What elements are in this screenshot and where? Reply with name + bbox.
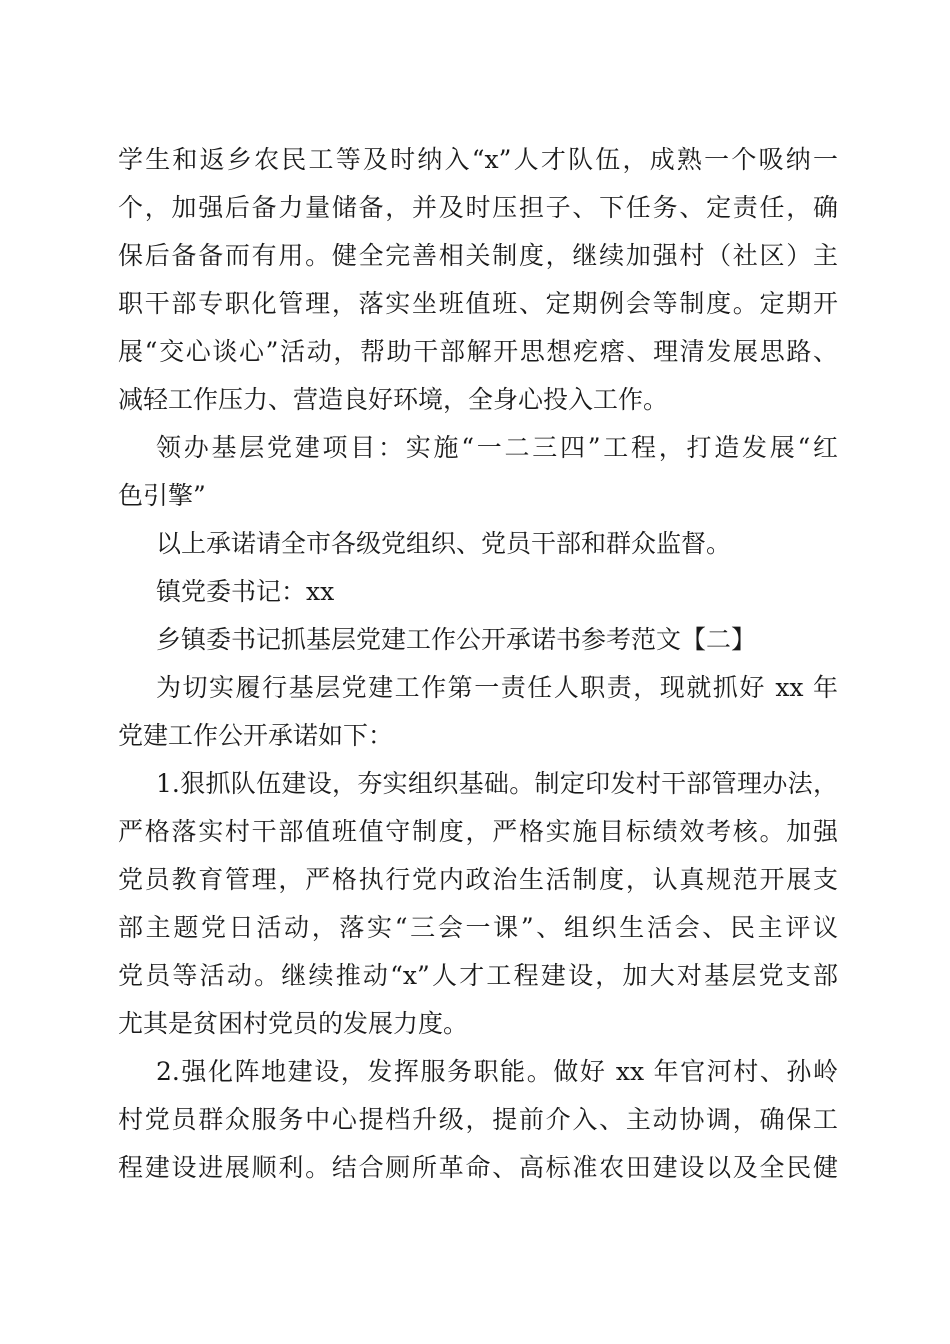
text-line: 尤其是贫困村党员的发展力度。 — [118, 1009, 469, 1038]
text-line: 程建设进展顺利。结合厕所革命、高标准农田建设以及全民健 — [118, 1153, 838, 1182]
signature-line: 镇党委书记：xx — [156, 577, 335, 606]
text-line: 保后备备而有用。健全完善相关制度，继续加强村（社区）主 — [118, 241, 838, 270]
text-line: 个，加强后备力量储备，并及时压担子、下任务、定责任，确 — [118, 193, 838, 222]
text-line: 色引擎” — [118, 481, 206, 510]
text-line: 部主题党日活动，落实“三会一课”、组织生活会、民主评议 — [118, 913, 838, 942]
text-line: 党员教育管理，严格执行党内政治生活制度，认真规范开展支 — [118, 865, 838, 894]
text-line: 严格落实村干部值班值守制度，严格实施目标绩效考核。加强 — [118, 817, 838, 846]
text-line: 2.强化阵地建设，发挥服务职能。做好 xx 年官河村、孙岭 — [156, 1057, 838, 1086]
text-line: 以上承诺请全市各级党组织、党员干部和群众监督。 — [156, 529, 732, 558]
text-line: 领办基层党建项目：实施“一二三四”工程，打造发展“红 — [156, 433, 838, 462]
document-body — [118, 136, 838, 1192]
section-heading: 乡镇委书记抓基层党建工作公开承诺书参考范文【二】 — [156, 625, 757, 654]
text-line: 展“交心谈心”活动，帮助干部解开思想疙瘩、理清发展思路、 — [118, 337, 838, 366]
text-line: 村党员群众服务中心提档升级，提前介入、主动协调，确保工 — [118, 1105, 838, 1134]
text-line: 学生和返乡农民工等及时纳入“x”人才队伍，成熟一个吸纳一 — [118, 145, 838, 174]
text-line: 减轻工作压力、营造良好环境，全身心投入工作。 — [118, 385, 669, 414]
text-line: 职干部专职化管理，落实坐班值班、定期例会等制度。定期开 — [118, 289, 838, 318]
text-line: 党建工作公开承诺如下： — [118, 721, 394, 750]
text-line: 党员等活动。继续推动“x”人才工程建设，加大对基层党支部 — [118, 961, 838, 990]
text-line: 1.狠抓队伍建设，夯实组织基础。制定印发村干部管理办法， — [156, 769, 838, 798]
text-line: 为切实履行基层党建工作第一责任人职责，现就抓好 xx 年 — [156, 673, 838, 702]
